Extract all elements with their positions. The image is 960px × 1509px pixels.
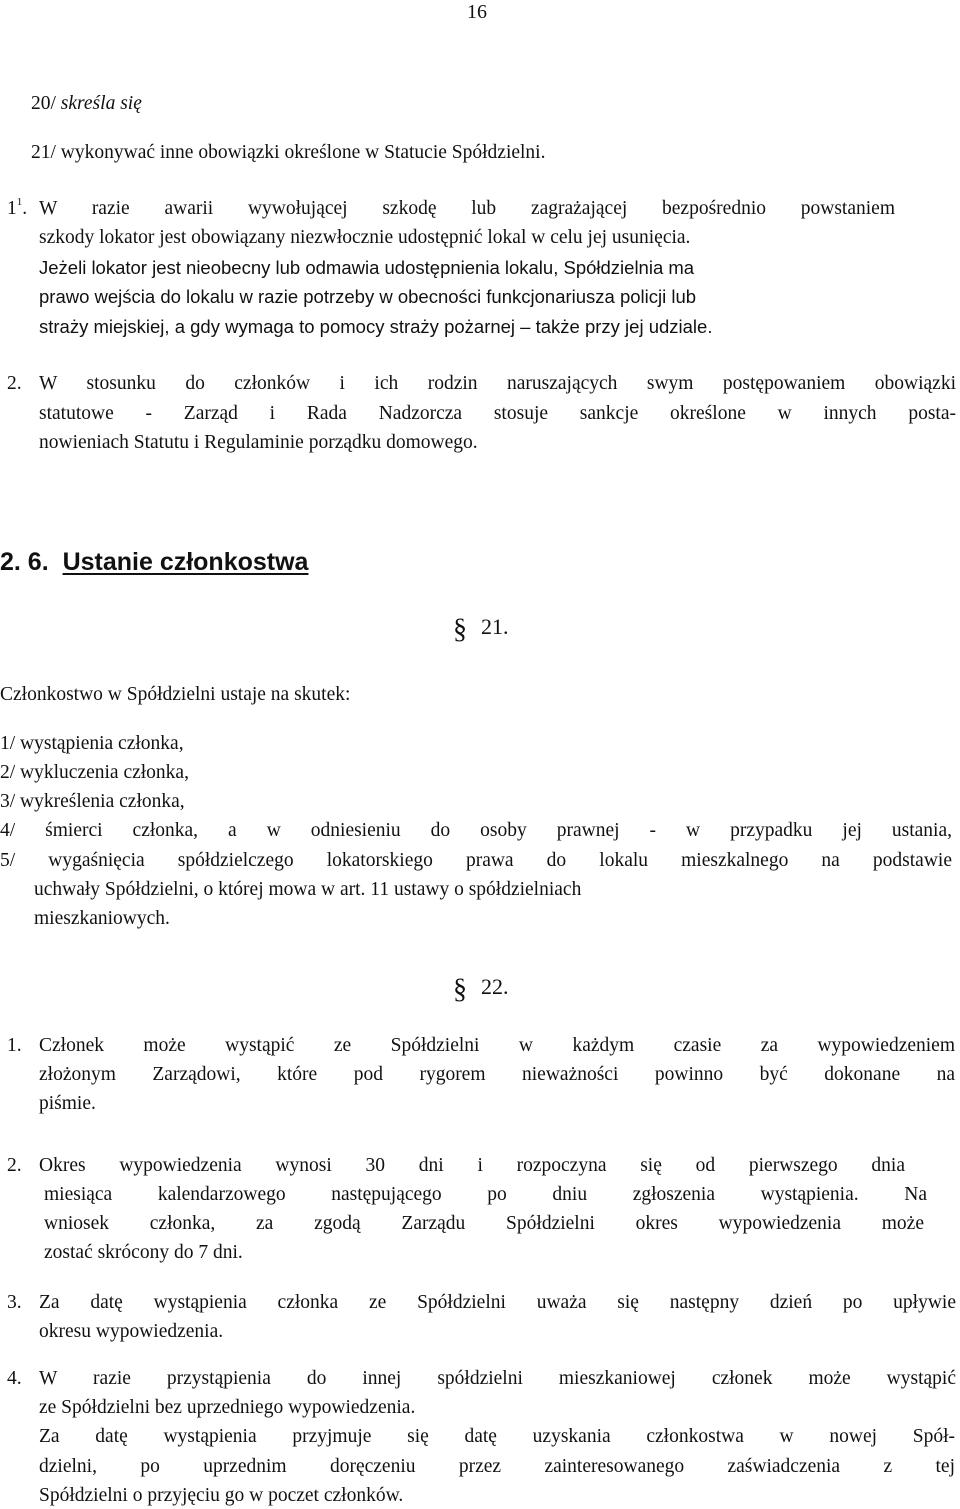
art22-s4-line-1: W razie przystąpienia do innej spółdzielni mieszkaniowej członek może wystąpić bbox=[39, 1368, 956, 1389]
art22-s1-line-3: piśmie. bbox=[39, 1093, 96, 1114]
art22-s4-line-2: ze Spółdzielni bez uprzedniego wypowiedzenia. bbox=[39, 1397, 416, 1418]
art22-s1-line-2: złożonym Zarządowi, które pod rygorem nieważności powinno być dokonane na bbox=[39, 1064, 955, 1085]
art21-item-1: 1/ wystąpienia członka, bbox=[0, 733, 184, 754]
art21-item-5-cont-1: uchwały Spółdzielni, o której mowa w art. 11 ustawy o spółdzielniach bbox=[34, 879, 582, 900]
art22-s2-line-2: miesiąca kalendarzowego następującego po dniu zgłoszenia wystąpienia. Na bbox=[44, 1184, 927, 1205]
paragraph-21-mark bbox=[453, 614, 509, 645]
art21-intro: Członkostwo w Spółdzielni ustaje na skutek: bbox=[0, 684, 351, 705]
art22-s4-line-3: Za datę wystąpienia przyjmuje się datę uzyskania członkostwa w nowej Spół- bbox=[39, 1426, 955, 1447]
art22-s4-number: 4. bbox=[7, 1368, 22, 1389]
item-21: 21/ wykonywać inne obowiązki określone w Statucie Spółdzielni. bbox=[31, 142, 546, 163]
art21-item-4: 4/ śmierci członka, a w odniesieniu do osoby prawnej - w przypadku jej ustania, bbox=[0, 820, 952, 841]
p2-line-1: W stosunku do członków i ich rodzin naruszających swym postępowaniem obowiązki bbox=[39, 373, 956, 394]
page-number: 16 bbox=[467, 1, 487, 23]
art22-s2-line-4: zostać skrócony do 7 dni. bbox=[44, 1242, 243, 1263]
paragraph-22-number: 22. bbox=[481, 974, 509, 999]
art21-item-3: 3/ wykreślenia członka, bbox=[0, 791, 185, 812]
art22-s1-line-1: Członek może wystąpić ze Spółdzielni w każdym czasie za wypowiedzeniem bbox=[39, 1035, 955, 1056]
art22-s2-line-1: Okres wypowiedzenia wynosi 30 dni i rozpoczyna się od pierwszego dnia bbox=[39, 1155, 905, 1176]
section-sign-icon: § bbox=[453, 974, 467, 1005]
p2-line-3: nowieniach Statutu i Regulaminie porządku domowego. bbox=[39, 432, 478, 453]
art22-s3-number: 3. bbox=[7, 1292, 22, 1313]
section-sign-icon: § bbox=[453, 614, 467, 645]
p1-number bbox=[7, 197, 27, 221]
art22-s2-line-3: wniosek członka, za zgodą Zarządu Spółdzielni okres wypowiedzenia może bbox=[44, 1213, 924, 1234]
art22-s1-number: 1. bbox=[7, 1035, 22, 1056]
art22-s4-line-5: Spółdzielni o przyjęciu go w poczet członków. bbox=[39, 1485, 404, 1506]
item-20-number: 20/ bbox=[31, 93, 56, 114]
art22-s3-line-1: Za datę wystąpienia członka ze Spółdzielni uważa się następny dzień po upływie bbox=[39, 1292, 956, 1313]
p2-number: 2. bbox=[7, 373, 22, 394]
p2-line-2: statutowe - Zarząd i Rada Nadzorcza stosuje sankcje określone w innych posta- bbox=[39, 403, 956, 424]
section-number: 2. 6. bbox=[0, 548, 49, 576]
p1-line-2: szkody lokator jest obowiązany niezwłocznie udostępnić lokal w celu jej usunięcia. bbox=[39, 227, 691, 248]
art21-item-5: 5/ wygaśnięcia spółdzielczego lokatorskiego prawa do lokalu mieszkalnego na podstawie bbox=[0, 850, 952, 871]
section-title: Ustanie członkostwa bbox=[62, 548, 309, 576]
p1-line-3: Jeżeli lokator jest nieobecny lub odmawia udostępnienia lokalu, Spółdzielnia ma bbox=[39, 257, 695, 278]
art22-s2-number: 2. bbox=[7, 1155, 22, 1176]
item-20-text: skreśla się bbox=[60, 93, 142, 114]
p1-line-4: prawo wejścia do lokalu w razie potrzeby w obecności funkcjonariusza policji lub bbox=[39, 286, 697, 307]
art22-s4-line-4: dzielni, po uprzednim doręczeniu przez zainteresowanego zaświadczenia z tej bbox=[39, 1456, 955, 1477]
art22-s3-line-2: okresu wypowiedzenia. bbox=[39, 1321, 224, 1342]
p1-num: 1 bbox=[7, 198, 17, 219]
section-heading bbox=[0, 546, 308, 578]
p1-sup: 1 bbox=[16, 196, 23, 208]
art21-item-2: 2/ wykluczenia członka, bbox=[0, 762, 189, 783]
p1-num-suffix: . bbox=[22, 198, 28, 219]
p1-line-1: W razie awarii wywołującej szkodę lub zagrażającej bezpośrednio powstaniem bbox=[39, 198, 895, 219]
art21-item-5-cont-2: mieszkaniowych. bbox=[34, 908, 170, 929]
paragraph-22-mark bbox=[453, 974, 509, 1005]
paragraph-21-number: 21. bbox=[481, 614, 509, 639]
item-20 bbox=[31, 92, 142, 116]
p1-line-5: straży miejskiej, a gdy wymaga to pomocy straży pożarnej – także przy jej udziale. bbox=[39, 316, 713, 337]
